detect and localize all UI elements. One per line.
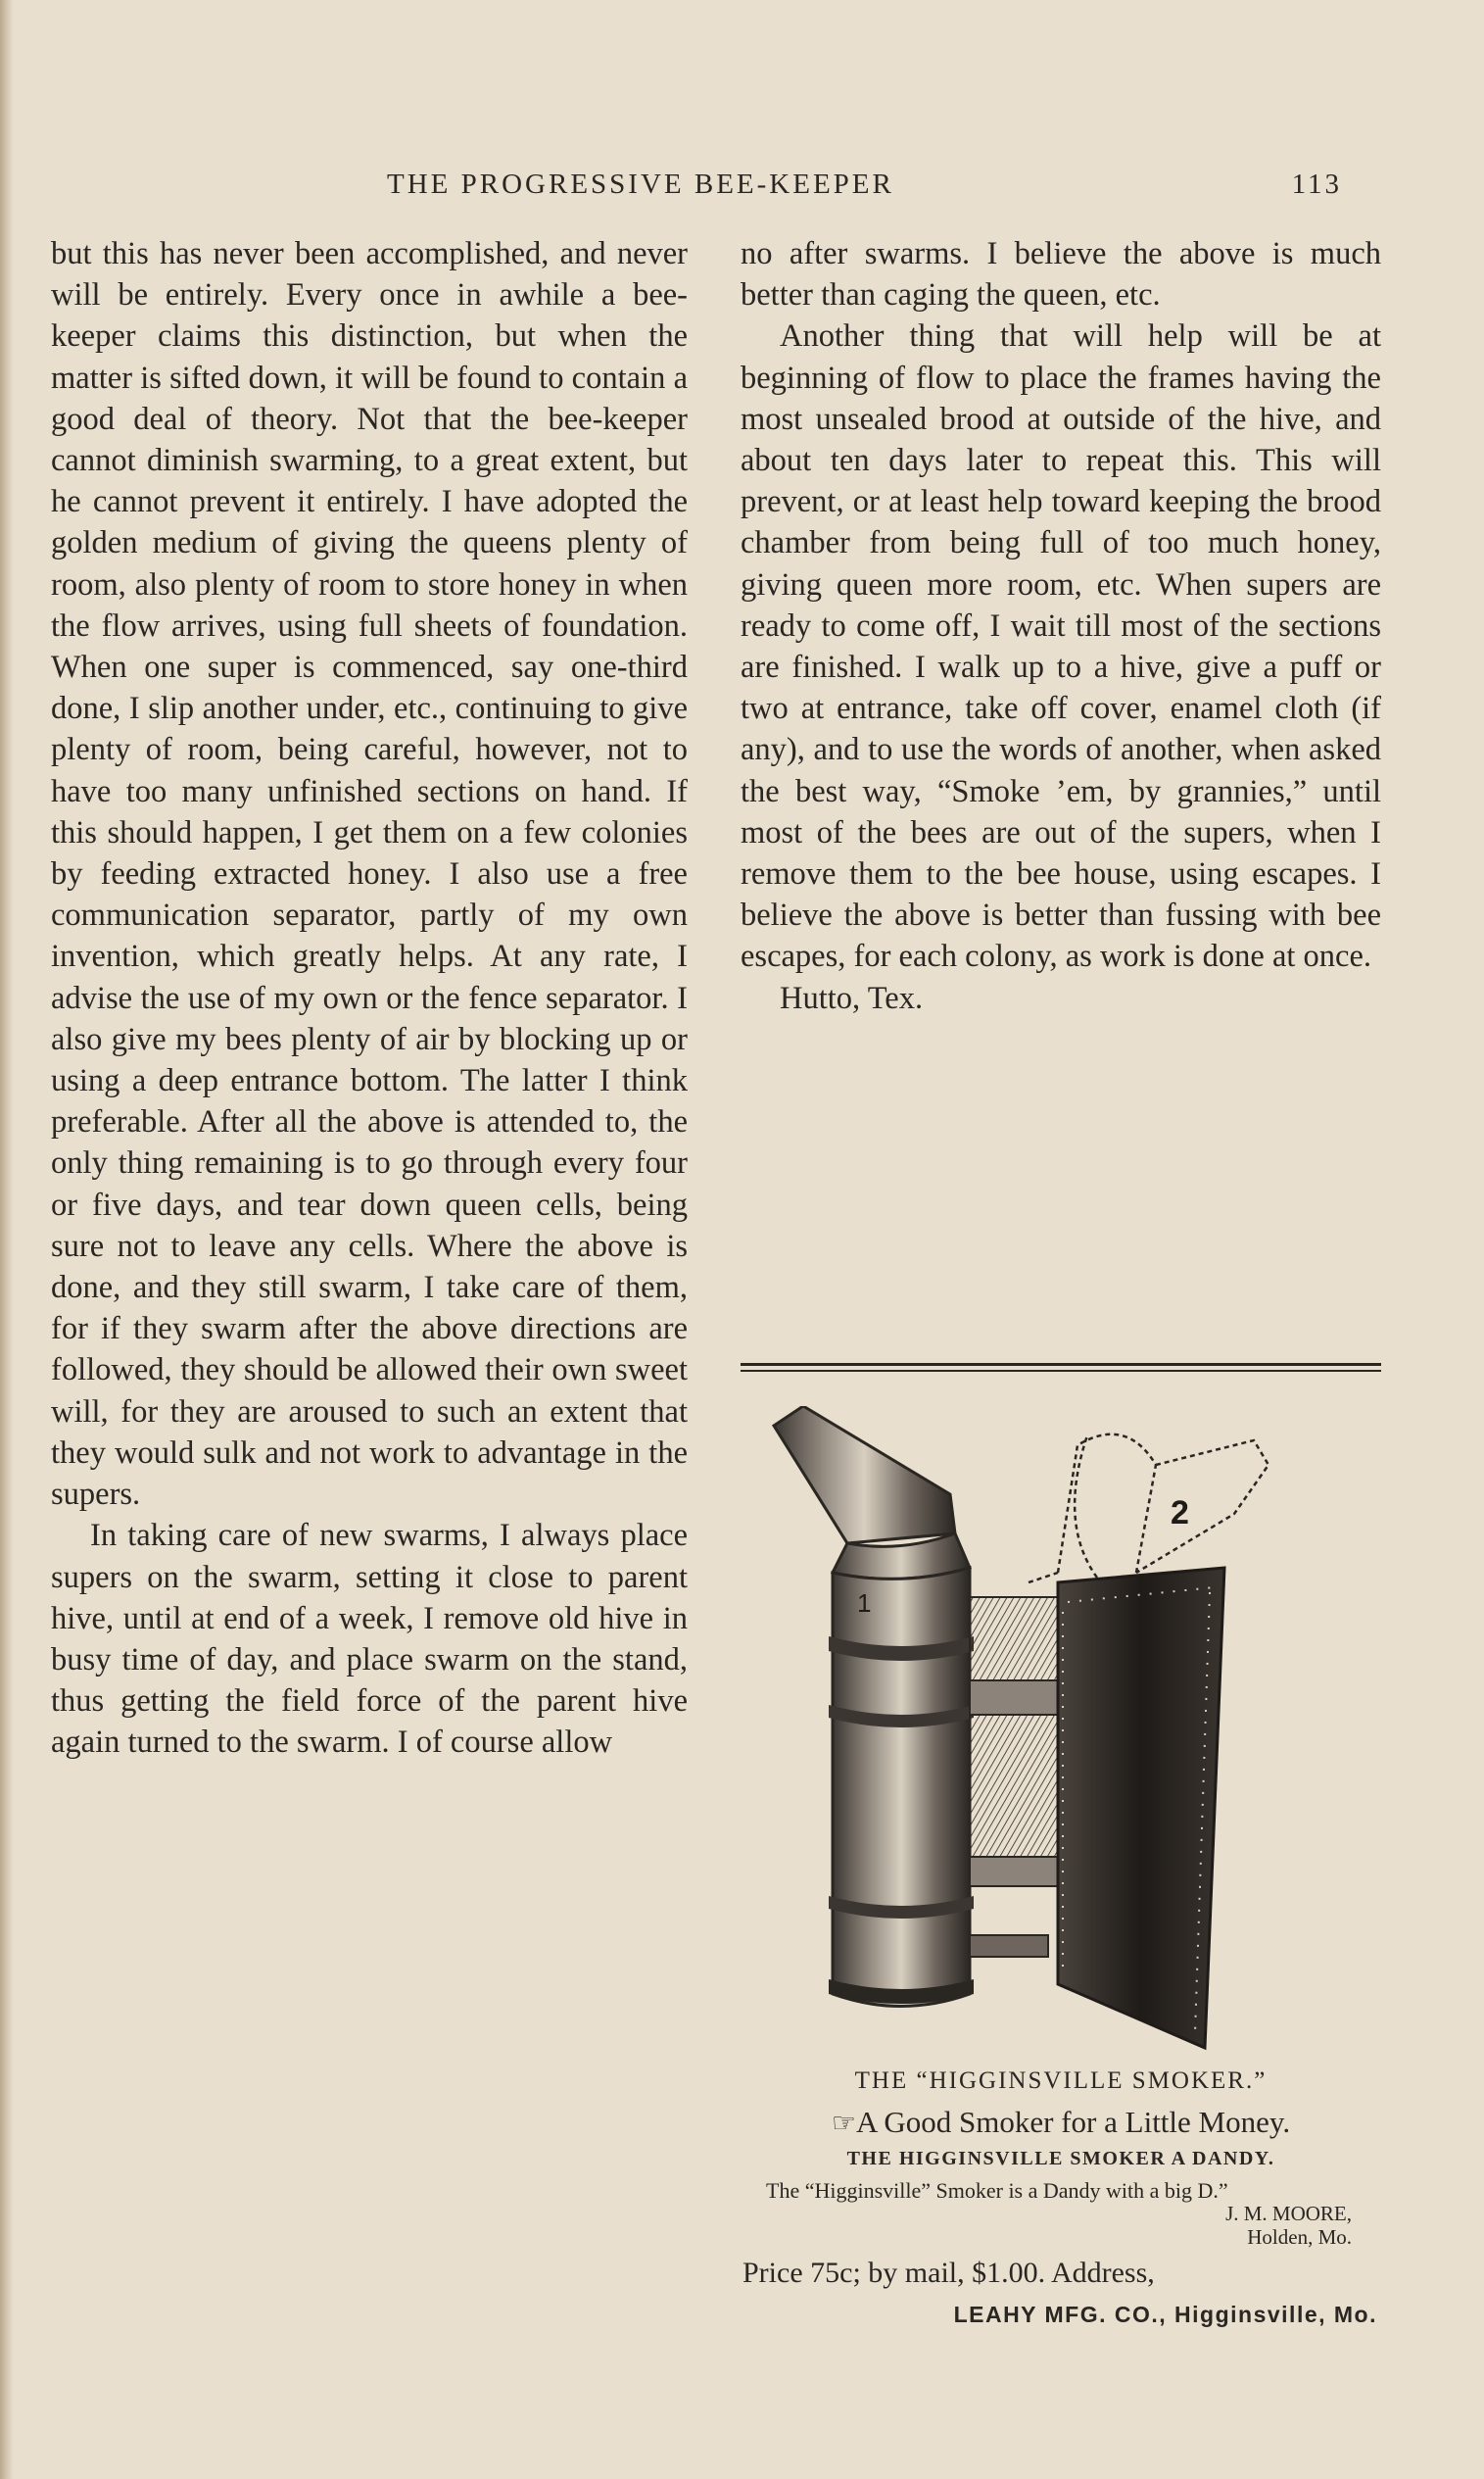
ad-testimonial: The “Higginsville” Smoker is a Dandy with a big D.” (766, 2178, 1228, 2203)
figure-label-1: 1 (857, 1588, 872, 1618)
left-paragraph-2: In taking care of new swarms, I always place supers on the swarm, setting it close to parent hive, until at end of a week, I remove old hive in busy time of day, and place swarm on the stand, thus getting the field force of the parent hive again turned to the swarm. I of course allow (51, 1518, 688, 1761)
running-head (387, 169, 1371, 208)
left-column (51, 233, 688, 1764)
smoker-open-lid-outline (1029, 1434, 1269, 1582)
ad-slogan-line (741, 2105, 1381, 2140)
page-binding-edge (0, 0, 14, 2479)
double-rule-divider (741, 1363, 1381, 1375)
ad-signer-place: Holden, Mo. (1247, 2225, 1352, 2249)
right-paragraph-1: no after swarms. I believe the above is much better than caging the queen, etc. (741, 236, 1381, 314)
ad-caption: THE “HIGGINSVILLE SMOKER.” (854, 2067, 1268, 2094)
ad-maker: LEAHY MFG. CO., Higginsville, Mo. (953, 2302, 1377, 2327)
ad-slogan: A Good Smoker for a Little Money. (855, 2105, 1291, 2139)
smoker-advertisement (741, 2056, 1381, 2328)
bee-smoker-illustration (764, 1406, 1371, 2063)
pointing-hand-icon: ☞ (831, 2107, 856, 2139)
smoker-nozzle (774, 1406, 970, 1579)
smoker-bellows (1058, 1568, 1224, 2048)
left-paragraph-1: but this has never been accomplished, and never will be entirely. Every once in awhile a bee-keeper claims this distinction, but when the matter is sifted down, it will be found to contain a good deal of theory. Not that the bee-keeper cannot diminish swarming, to a great extent, but he cannot prevent it entirely. I have adopted the golden medium of giving the queens plenty of room, also plenty of room to store honey in when the flow arrives, using full sheets of foundation. When one super is commenced, say one-third done, I slip another under, etc., continuing to give plenty of room, being careful, however, not to have too many unfinished sections on hand. If this should happen, I get them on a few colonies by feeding extracted honey. I also use a free communication separator, partly of my own invention, which greatly helps. At any rate, I advise the use of my own or the fence separator. I also give my bees plenty of air by blocking up or using a deep entrance bottom. The latter I think preferable. After all the above is attended to, the only thing remaining is to go through every four or five days, and tear down queen cells, being sure not to leave any cells. Where the above is done, and they still swarm, I take care of them, for if they swarm after the above directions are followed, they should be allowed their own sweet will, for they are aroused to such an extent that they would sulk and not work to advantage in the supers. (51, 236, 688, 1513)
author-location: Hutto, Tex. (780, 980, 924, 1016)
figure-label-2: 2 (1171, 1494, 1189, 1531)
ad-headline: THE HIGGINSVILLE SMOKER A DANDY. (846, 2148, 1275, 2169)
right-paragraph-2: Another thing that will help will be at beginning of flow to place the frames having the most unsealed brood at outside of the hive, and about ten days later to repeat this. This will prevent, or at least help toward keeping the brood chamber from being full of too much honey, giving queen more room, etc. When supers are ready to come off, I wait till most of the sections are finished. I walk up to a hive, give a puff or two at entrance, take off cover, enamel cloth (if any), and to use the words of another, when asked the best way, “Smoke ’em, by grannies,” until most of the bees are out of the supers, when I remove them to the bee house, using escapes. I believe the above is better than fussing with bee escapes, for each colony, as work is done at once. (741, 318, 1381, 975)
right-column (741, 233, 1381, 1019)
journal-title: THE PROGRESSIVE BEE-KEEPER (387, 169, 894, 200)
smoker-fire-cup (829, 1568, 974, 2007)
ad-signer (741, 2202, 1381, 2249)
ad-signer-name: J. M. MOORE, (1225, 2202, 1352, 2225)
ad-price: Price 75c; by mail, $1.00. Address, (742, 2257, 1155, 2289)
page-number: 113 (1291, 169, 1342, 200)
